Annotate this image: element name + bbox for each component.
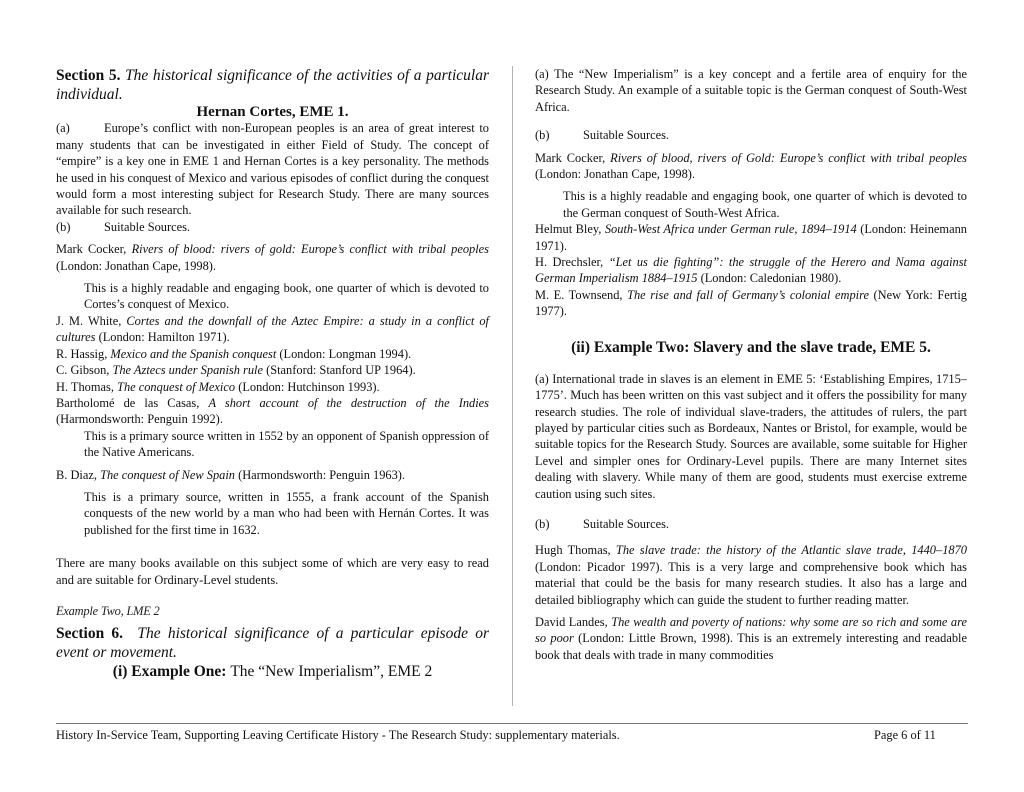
- slavery-para-a: (a) International trade in slaves is an element in EME 5: ‘Establishing Empires, 1715–1775’. Much has been written on this vast subject and it offers the possibility for many research studies. The role of individual slave-traders, the attitudes of rulers, the part played by particular cities such as Bordeaux, Nantes or Bristol, for example, would be suitable topics for the Research Study. Sources are available, some suitable for Higher Level and simpler ones for Ordinary-Level pupils. There are many Internet sites dealing with slavery. While many of them are good, students must exercise extreme caution using such sites.: [535, 371, 967, 501]
- source-diaz: B. Diaz, The conquest of New Spain (Harmondsworth: Penguin 1963).: [56, 467, 406, 482]
- source-landes: David Landes, The wealth and poverty of nations: why some are so rich and some are so poor (London: Little Brown, 1998). This is an extremely interesting and readable book that deals with trade in many commodities: [535, 614, 967, 662]
- many-books-note: There are many books available on this subject some of which are very easy to read and are suitable for Ordinary-Level students.: [56, 556, 489, 587]
- source-hassig: R. Hassig, Mexico and the Spanish conquest (London: Longman 1994).: [56, 346, 412, 361]
- column-divider: [512, 66, 513, 706]
- example-two-label: Example Two, LME 2: [56, 603, 160, 618]
- source-cocker: Mark Cocker, Rivers of blood: rivers of gold: Europe’s conflict with tribal peoples (London: Jonathan Cape, 1998).: [56, 242, 489, 273]
- source-townsend: M. E. Townsend, The rise and fall of Germany’s colonial empire (New York: Fertig 1977).: [535, 287, 967, 319]
- source-cocker-2: Mark Cocker, Rivers of blood, rivers of Gold: Europe’s conflict with tribal peoples (London: Jonathan Cape, 1998).: [535, 150, 967, 182]
- para-a: (a) Europe’s conflict with non-European peoples is an area of great interest to many students that can be investigated in either Field of Study. The concept of “empire” is a key one in EME 1 and Hernan Cortes is a key personality. The methods he used in his conquest of Mexico and various episodes of conflict during the conquest would form a most interesting subject for Research Study. There are many sources available for such research.: [56, 121, 489, 218]
- section-5-title: Section 5. The historical significance of the activities of a particular individual.: [56, 67, 490, 103]
- source-casas: Bartholomé de las Casas, A short account of the destruction of the Indies (Harmondsworth: Penguin 1992).: [56, 395, 489, 427]
- hernan-cortes-heading: Hernan Cortes, EME 1.: [196, 104, 349, 120]
- imperialism-para-b: (b) Suitable Sources.: [535, 128, 670, 143]
- source-diaz-note: This is a primary source, written in 1555, a frank account of the Spanish conquests of the new world by a man who had been with Hernán Cortes. It was published for the first time in 1632.: [84, 489, 489, 537]
- page-number: Page 6 of 11: [874, 728, 936, 742]
- source-white: J. M. White, Cortes and the downfall of the Aztec Empire: a study in a conflict of cultures (London: Hamilton 1971).: [56, 313, 489, 345]
- source-cocker-note: This is a highly readable and engaging book, one quarter of which is devoted to Cortes’s conquest of Mexico.: [84, 281, 489, 312]
- right-column: [535, 66, 967, 663]
- source-gibson: C. Gibson, The Aztecs under Spanish rule (Stanford: Stanford UP 1964).: [56, 363, 416, 378]
- source-drechsler: H. Drechsler, “Let us die fighting”: the struggle of the Herero and Nama against German Imperialism 1884–1915 (London: Caledonian 1980).: [535, 255, 967, 286]
- section-6-title: Section 6. The historical significance of a particular episode or event or movement.: [56, 625, 490, 662]
- example-one-heading: (i) Example One: The “New Imperialism”, EME 2: [112, 663, 433, 681]
- footer-rule: [56, 723, 968, 724]
- source-cocker-2-note: This is a highly readable and engaging book, one quarter of which is devoted to the German conquest of South-West Africa.: [563, 189, 967, 220]
- left-column: [56, 66, 489, 682]
- source-casas-note: This is a primary source written in 1552 by an opponent of Spanish oppression of the Native Americans.: [84, 428, 489, 460]
- slavery-para-b: (b) Suitable Sources.: [535, 516, 670, 531]
- imperialism-para-a: (a) The “New Imperialism” is a key concept and a fertile area of enquiry for the Research Study. An example of a suitable topic is the German conquest of South-West Africa.: [535, 67, 967, 114]
- para-b: (b) Suitable Sources.: [56, 219, 191, 234]
- source-bley: Helmut Bley, South-West Africa under German rule, 1894–1914 (London: Heinemann 1971).: [535, 222, 967, 253]
- source-thomas: H. Thomas, The conquest of Mexico (London: Hutchinson 1993).: [56, 379, 380, 394]
- slavery-heading: (ii) Example Two: Slavery and the slave trade, EME 5.: [571, 338, 931, 356]
- footer-text: History In-Service Team, Supporting Leaving Certificate History - The Research Study: supplementary materials.: [56, 728, 620, 742]
- source-hugh-thomas: Hugh Thomas, The slave trade: the history of the Atlantic slave trade, 1440–1870 (London: Picador 1997). This is a very large and comprehensive book which has material that could be the basis for many research studies. It also has a large and detailed bibliography which can guide the student to further reading matter.: [535, 543, 967, 607]
